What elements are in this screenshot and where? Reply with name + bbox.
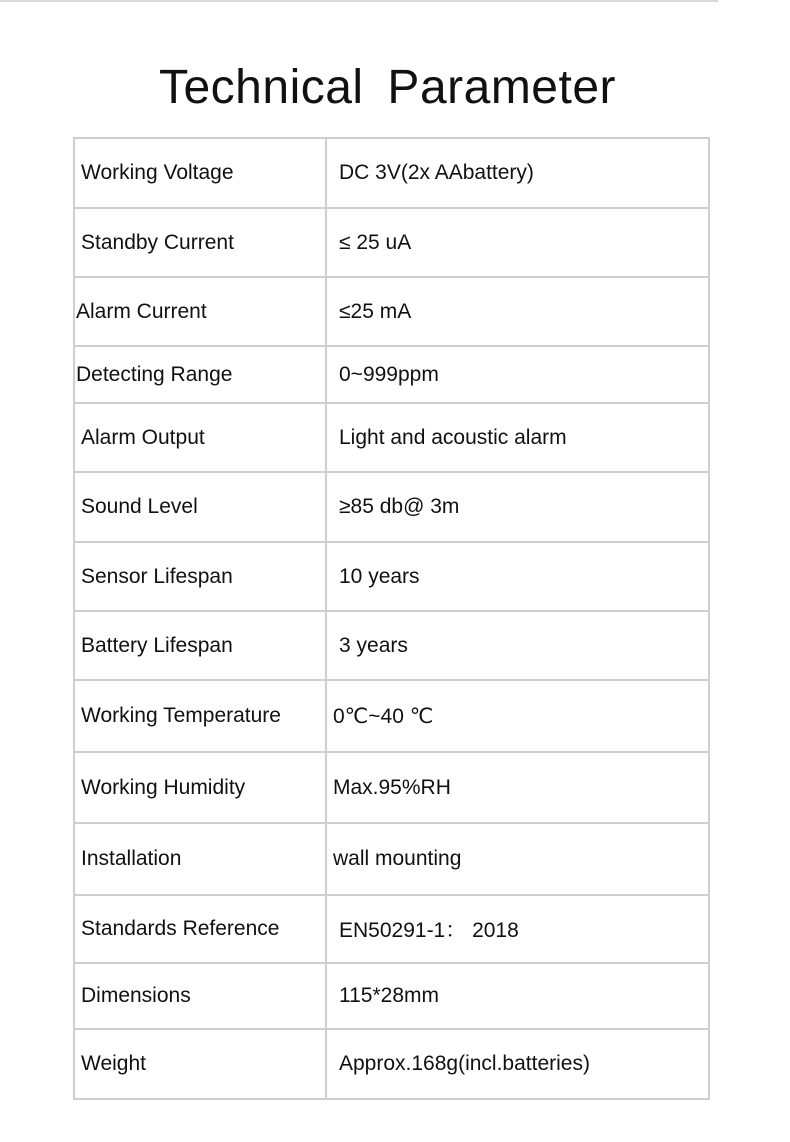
parameter-value: 0℃~40 ℃ [326,680,709,752]
table-row [74,823,709,895]
table-row [74,138,709,208]
parameter-value: ≥85 db@ 3m [326,472,709,542]
parameter-value: ≤25 mA [326,277,709,346]
parameter-label: Weight [74,1029,326,1099]
table-row [74,403,709,472]
parameter-label: Detecting Range [74,346,326,403]
parameter-label: Sound Level [74,472,326,542]
parameter-value: 115*28mm [326,963,709,1029]
parameter-label: Working Voltage [74,138,326,208]
parameter-label: Alarm Current [74,277,326,346]
parameter-label: Standards Reference [74,895,326,963]
parameter-label: Battery Lifespan [74,611,326,680]
table-row [74,611,709,680]
table-row [74,208,709,277]
parameter-value: EN50291-1： 2018 [326,895,709,963]
parameter-value: Max.95%RH [326,752,709,823]
parameter-value: 0~999ppm [326,346,709,403]
table-row [74,895,709,963]
table-row [74,542,709,611]
parameter-label: Standby Current [74,208,326,277]
parameter-label: Working Temperature [74,680,326,752]
parameter-value: Light and acoustic alarm [326,403,709,472]
parameter-value: wall mounting [326,823,709,895]
top-divider [0,0,718,2]
page-title: Technical Parameter [158,61,617,114]
table-row [74,752,709,823]
table-row [74,277,709,346]
parameter-label: Alarm Output [74,403,326,472]
parameter-label: Dimensions [74,963,326,1029]
parameter-value: ≤ 25 uA [326,208,709,277]
table-row [74,346,709,403]
table-row [74,680,709,752]
table-row [74,472,709,542]
parameter-value: Approx.168g(incl.batteries) [326,1029,709,1099]
parameter-label: Working Humidity [74,752,326,823]
parameter-value: 3 years [326,611,709,680]
technical-parameter-table [73,137,710,1100]
parameter-value: DC 3V(2x AAbattery) [326,138,709,208]
table-row [74,963,709,1029]
parameter-value: 10 years [326,542,709,611]
parameter-label: Installation [74,823,326,895]
parameter-label: Sensor Lifespan [74,542,326,611]
table-row [74,1029,709,1099]
